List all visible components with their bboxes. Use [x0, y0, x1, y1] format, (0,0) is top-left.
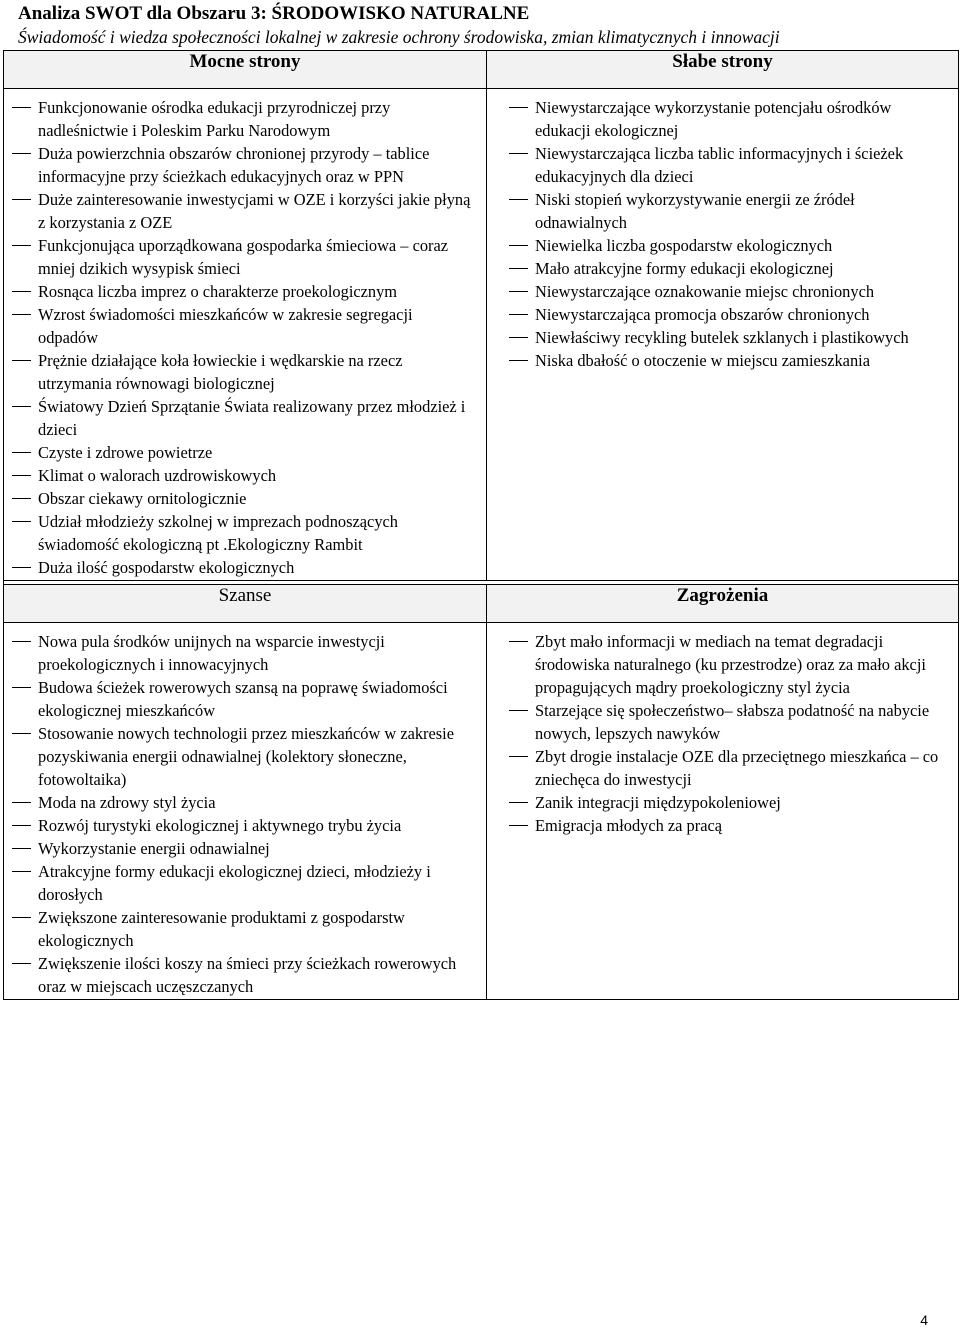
- list-item: Starzejące się społeczeństwo– słabsza podatność na nabycie nowych, lepszych nawyków: [501, 699, 948, 745]
- list-item: Budowa ścieżek rowerowych szansą na poprawę świadomości ekologicznej mieszkańców: [4, 676, 476, 722]
- threats-header: Zagrożenia: [487, 585, 959, 623]
- strengths-cell: [4, 89, 487, 581]
- list-item: Udział młodzieży szkolnej w imprezach podnoszących świadomość ekologiczną pt .Ekologiczny Rambit: [4, 510, 476, 556]
- list-item: Niewystarczające oznakowanie miejsc chronionych: [501, 280, 948, 303]
- list-item: Niska dbałość o otoczenie w miejscu zamieszkania: [501, 349, 948, 372]
- list-item: Zwiększone zainteresowanie produktami z gospodarstw ekologicznych: [4, 906, 476, 952]
- document-subtitle: Świadomość i wiedza społeczności lokalnej w zakresie ochrony środowiska, zmian klimatycznych i innowacji: [18, 27, 780, 47]
- page-number: 4: [920, 1312, 928, 1328]
- list-item: Niewystarczająca liczba tablic informacyjnych i ścieżek edukacyjnych dla dzieci: [501, 142, 948, 188]
- list-item: Atrakcyjne formy edukacji ekologicznej dzieci, młodzieży i dorosłych: [4, 860, 476, 906]
- list-item: Nowa pula środków unijnych na wsparcie inwestycji proekologicznych i innowacyjnych: [4, 630, 476, 676]
- list-item: Rozwój turystyki ekologicznej i aktywnego trybu życia: [4, 814, 476, 837]
- threats-cell: [487, 623, 959, 1000]
- list-item: Światowy Dzień Sprzątanie Świata realizowany przez młodzież i dzieci: [4, 395, 476, 441]
- list-item: Rosnąca liczba imprez o charakterze proekologicznym: [4, 280, 476, 303]
- list-item: Emigracja młodych za pracą: [501, 814, 948, 837]
- list-item: Zbyt drogie instalacje OZE dla przeciętnego mieszkańca – co zniechęca do inwestycji: [501, 745, 948, 791]
- list-item: Niewystarczające wykorzystanie potencjału ośrodków edukacji ekologicznej: [501, 96, 948, 142]
- list-item: Duże zainteresowanie inwestycjami w OZE i korzyści jakie płyną z korzystania z OZE: [4, 188, 476, 234]
- list-item: Stosowanie nowych technologii przez mieszkańców w zakresie pozyskiwania energii odnawialnej (kolektory słoneczne, fotowoltaika): [4, 722, 476, 791]
- opportunities-header: Szanse: [4, 585, 487, 623]
- list-item: Niewłaściwy recykling butelek szklanych i plastikowych: [501, 326, 948, 349]
- document-title: Analiza SWOT dla Obszaru 3: ŚRODOWISKO NATURALNE: [18, 3, 530, 24]
- list-item: Zanik integracji międzypokoleniowej: [501, 791, 948, 814]
- list-item: Moda na zdrowy styl życia: [4, 791, 476, 814]
- swot-table: [3, 50, 959, 1000]
- opportunities-cell: [4, 623, 487, 1000]
- list-item: Duża ilość gospodarstw ekologicznych: [4, 556, 476, 579]
- weaknesses-header: Słabe strony: [487, 51, 959, 89]
- list-item: Prężnie działające koła łowieckie i wędkarskie na rzecz utrzymania równowagi biologicznej: [4, 349, 476, 395]
- list-item: Obszar ciekawy ornitologicznie: [4, 487, 476, 510]
- list-item: Funkcjonowanie ośrodka edukacji przyrodniczej przy nadleśnictwie i Poleskim Parku Narodowym: [4, 96, 476, 142]
- list-item: Wykorzystanie energii odnawialnej: [4, 837, 476, 860]
- list-item: Wzrost świadomości mieszkańców w zakresie segregacji odpadów: [4, 303, 476, 349]
- list-item: Niewielka liczba gospodarstw ekologicznych: [501, 234, 948, 257]
- weaknesses-list: [487, 89, 958, 373]
- list-item: Niski stopień wykorzystywanie energii ze źródeł odnawialnych: [501, 188, 948, 234]
- opportunities-list: [4, 623, 486, 999]
- strengths-list: [4, 89, 486, 580]
- list-item: Zwiększenie ilości koszy na śmieci przy ścieżkach rowerowych oraz w miejscach uczęszczanych: [4, 952, 476, 998]
- list-item: Czyste i zdrowe powietrze: [4, 441, 476, 464]
- list-item: Zbyt mało informacji w mediach na temat degradacji środowiska naturalnego (ku przestrodze) oraz za mało akcji propagujących mądry proekologiczny styl życia: [501, 630, 948, 699]
- list-item: Duża powierzchnia obszarów chronionej przyrody – tablice informacyjne przy ścieżkach edukacyjnych oraz w PPN: [4, 142, 476, 188]
- strengths-header: Mocne strony: [4, 51, 487, 89]
- list-item: Klimat o walorach uzdrowiskowych: [4, 464, 476, 487]
- threats-list: [487, 623, 958, 838]
- weaknesses-cell: [487, 89, 959, 581]
- list-item: Niewystarczająca promocja obszarów chronionych: [501, 303, 948, 326]
- list-item: Mało atrakcyjne formy edukacji ekologicznej: [501, 257, 948, 280]
- list-item: Funkcjonująca uporządkowana gospodarka śmieciowa – coraz mniej dzikich wysypisk śmieci: [4, 234, 476, 280]
